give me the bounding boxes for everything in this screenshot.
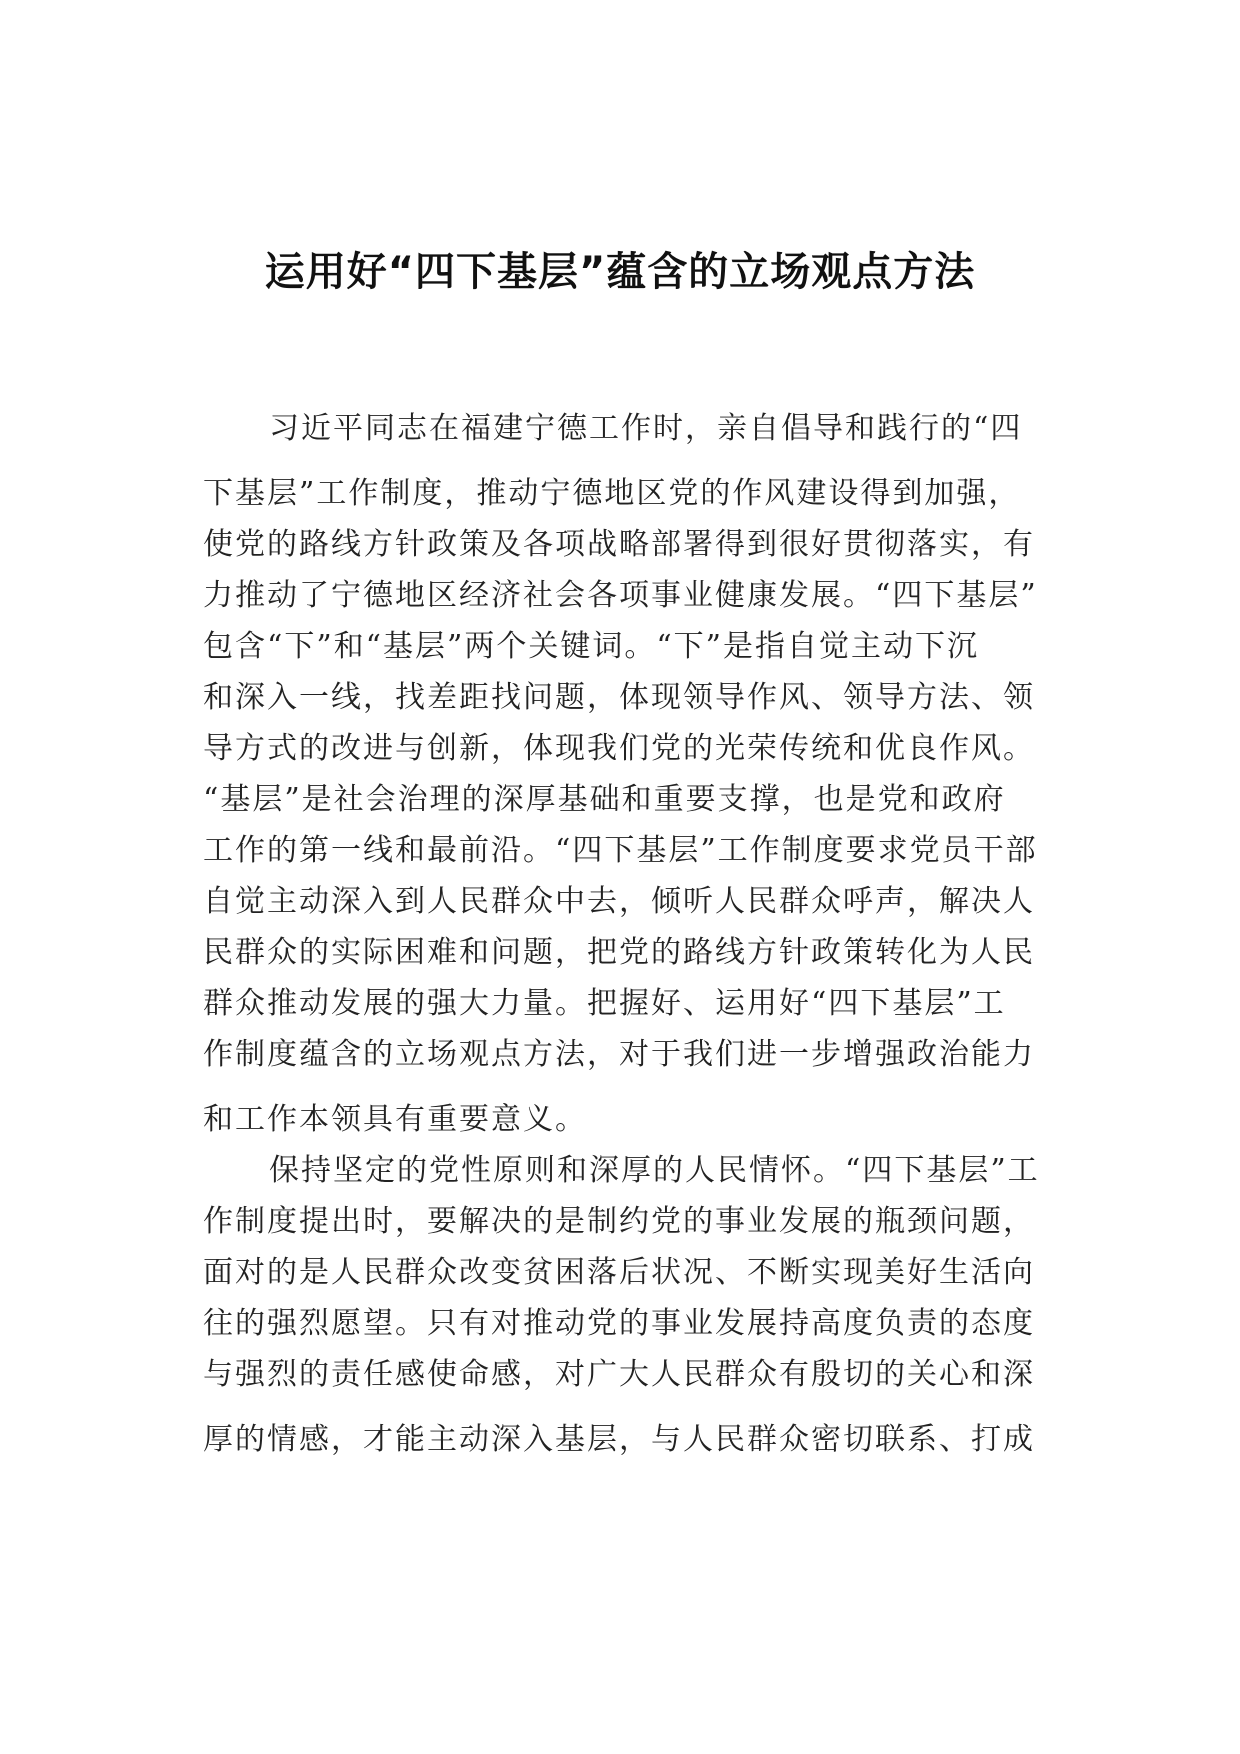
paragraph-1-line-13: 作制度蕴含的立场观点方法，对于我们进一步增强政治能力 [203, 1037, 1035, 1072]
paragraph-1-line-1: 习近平同志在福建宁德工作时，亲自倡导和践行的“四 [269, 411, 1023, 446]
paragraph-1-line-3: 使党的路线方针政策及各项战略部署得到很好贯彻落实，有 [203, 527, 1035, 562]
paragraph-1-line-12: 群众推动发展的强大力量。把握好、运用好“四下基层”工 [203, 986, 1006, 1021]
paragraph-1-line-5: 包含“下”和“基层”两个关键词。“下”是指自觉主动下沉 [203, 629, 980, 664]
paragraph-2-line-3: 面对的是人民群众改变贫困落后状况、不断实现美好生活向 [203, 1255, 1035, 1290]
paragraph-1-line-7: 导方式的改进与创新，体现我们党的光荣传统和优良作风。 [203, 731, 1035, 766]
document-body [203, 403, 1063, 1465]
paragraph-1-line-2: 下基层”工作制度，推动宁德地区党的作风建设得到加强， [203, 476, 1021, 511]
paragraph-2-line-4: 往的强烈愿望。只有对推动党的事业发展持高度负责的态度 [203, 1306, 1035, 1341]
paragraph-1-line-9: 工作的第一线和最前沿。“四下基层”工作制度要求党员干部 [203, 833, 1038, 868]
paragraph-2-line-6: 厚的情感，才能主动深入基层，与人民群众密切联系、打成 [203, 1422, 1035, 1457]
paragraph-2-line-1: 保持坚定的党性原则和深厚的人民情怀。“四下基层”工 [269, 1153, 1040, 1188]
paragraph-1-line-4: 力推动了宁德地区经济社会各项事业健康发展。“四下基层” [203, 578, 1038, 613]
paragraph-1-line-6: 和深入一线，找差距找问题，体现领导作风、领导方法、领 [203, 680, 1035, 715]
paragraph-1-line-8: “基层”是社会治理的深厚基础和重要支撑，也是党和政府 [203, 782, 1006, 817]
document-title: 运用好“四下基层”蕴含的立场观点方法 [264, 249, 976, 295]
paragraph-2-line-2: 作制度提出时，要解决的是制约党的事业发展的瓶颈问题， [203, 1204, 1035, 1239]
paragraph-1-line-11: 民群众的实际困难和问题，把党的路线方针政策转化为人民 [203, 935, 1035, 970]
paragraph-1-line-10: 自觉主动深入到人民群众中去，倾听人民群众呼声，解决人 [203, 884, 1035, 919]
paragraph-1-line-14: 和工作本领具有重要意义。 [203, 1102, 587, 1137]
paragraph-2-line-5: 与强烈的责任感使命感，对广大人民群众有殷切的关心和深 [203, 1357, 1035, 1392]
